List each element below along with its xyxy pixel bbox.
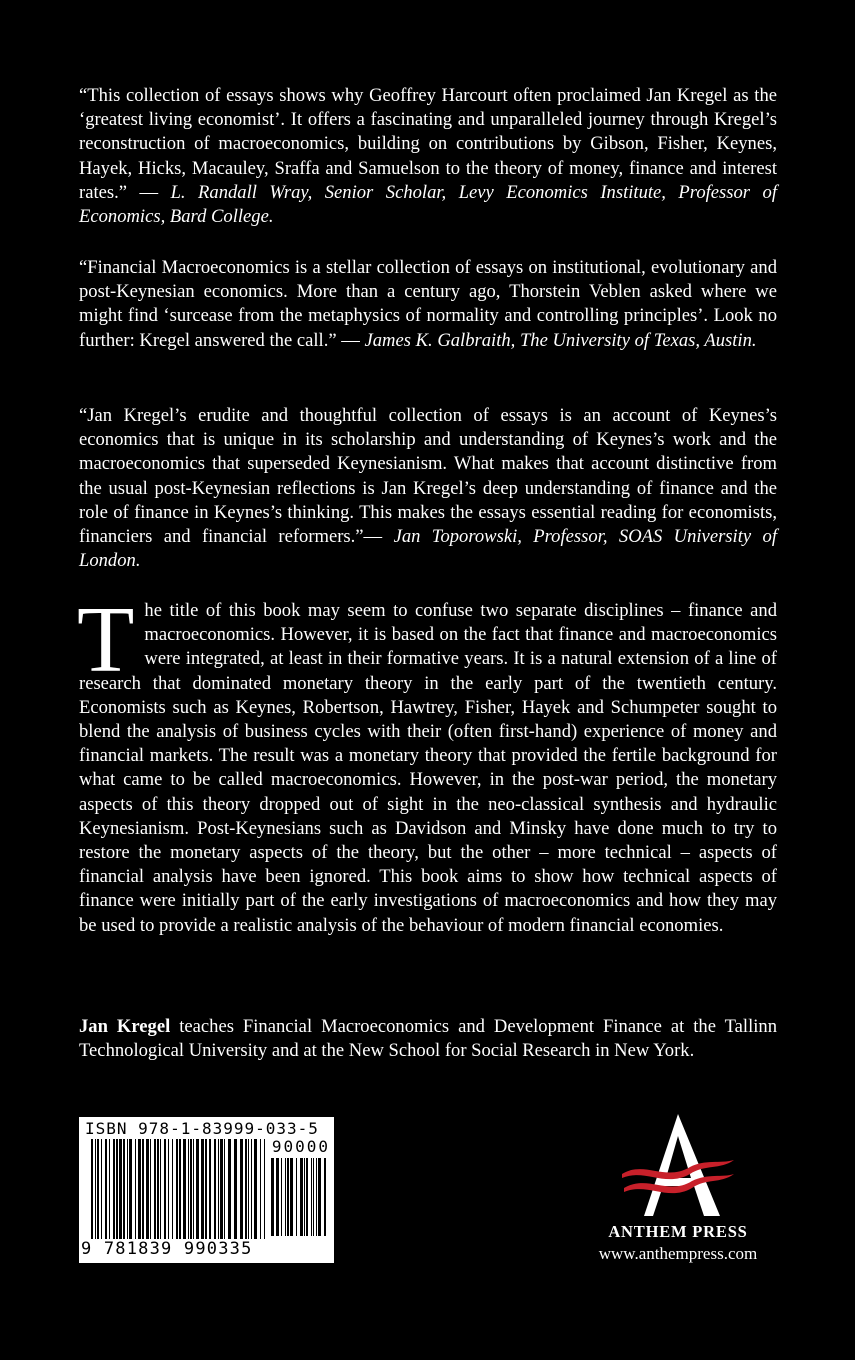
barcode-bar (296, 1158, 297, 1236)
quote-text: “Jan Kregel’s erudite and thoughtful collection of essays is an account of Keynes’s economics that is unique in its scholarship and understanding of Keynes’s work and the macroeconomics that superseded Keynesianism. What makes that account distinctive from the usual post-Keynesian reflections is Jan Kregel’s deep understanding of finance and the role of finance in Keynes’s thinking. This makes the essays essential reading for economists, financiers and financial reformers.”— (79, 405, 777, 548)
quote-attribution: L. Randall Wray, Senior Scholar, Levy Economics Institute, Professor of Economics, Bard College. (79, 181, 777, 228)
barcode-bar (224, 1139, 225, 1239)
barcode-bar (190, 1139, 192, 1239)
barcode-bar (113, 1139, 115, 1239)
barcode-bar (285, 1158, 286, 1236)
barcode-bar (146, 1139, 149, 1239)
quote-attribution: James K. Galbraith, The University of Texas, Austin. (364, 329, 757, 351)
barcode-bar (109, 1139, 110, 1239)
barcode-bar (193, 1139, 194, 1239)
barcode-bar (214, 1139, 216, 1239)
barcode-bar (129, 1139, 132, 1239)
barcode-bar (188, 1139, 189, 1239)
barcode-bar (300, 1158, 303, 1236)
barcode-bar (164, 1139, 166, 1239)
barcode-bar (264, 1139, 265, 1239)
anthem-a-logo-icon (620, 1112, 736, 1220)
barcode-bar (176, 1139, 178, 1239)
barcode-bar (260, 1139, 261, 1239)
barcode-bar (234, 1139, 237, 1239)
endorsement-quote-1 (79, 84, 777, 229)
addon-barcode-bars (271, 1158, 329, 1236)
drop-cap: T (77, 588, 135, 692)
book-description (77, 588, 777, 938)
quote-text: “This collection of essays shows why Geoffrey Harcourt often proclaimed Jan Kregel as the ‘greatest living economist’. It offers a fascinating and unparalleled journey through Kregel’s reconstruction of macroeconomics, building on contributions by Gibson, Fisher, Keynes, Hayek, Hicks, Macauley, Sraffa and Samuelson to the theory of money, finance and interest rates.” — (79, 85, 777, 203)
barcode-bar (318, 1158, 321, 1236)
price-code: 90000 (271, 1137, 330, 1156)
barcode-bar (196, 1139, 199, 1239)
barcode-bar (313, 1158, 314, 1236)
barcode-bar (220, 1139, 223, 1239)
barcode-bar (150, 1139, 151, 1239)
barcode-bar (240, 1139, 243, 1239)
barcode-bar (172, 1139, 173, 1239)
barcode-bar (101, 1139, 102, 1239)
isbn-barcode (79, 1117, 334, 1263)
publisher-name: ANTHEM PRESS (608, 1222, 748, 1241)
description-text: he title of this book may seem to confuse two separate disciplines – finance and macroeconomics. However, it is based on the fact that finance and macroeconomics were integrated, at least in their formative years. It is a natural extension of a line of research that dominated monetary theory in the early part of the twentieth century. Economists such as Keynes, Robertson, Hawtrey, Fisher, Hayek and Schumpeter sought to blend the analysis of business cycles with their (often first-hand) experience of money and financial markets. The result was a monetary theory that provided the fertile background for what came to be called macroeconomics. However, in the post-war period, the monetary aspects of this theory dropped out of sight in the neo-classical synthesis and hydraulic Keynesianism. Post-Keynesians such as Davidson and Minsky have done much to try to restore the monetary aspects of the theory, but the other – more technical – aspects of financial analysis have been ignored. This book aims to show how technical aspects of finance were initially part of the early investigations of macroeconomics and how they may be used to provide a realistic analysis of the behaviour of modern financial economies. (79, 600, 777, 936)
barcode-bar (119, 1139, 122, 1239)
barcode-bar (142, 1139, 144, 1239)
barcode-bar (276, 1158, 279, 1236)
barcode-bar (311, 1158, 312, 1236)
barcode-bar (306, 1158, 308, 1236)
bio-text: teaches Financial Macroeconomics and Development Finance at the Tallinn Technological University and at the New School for Social Research in New York. (79, 1016, 778, 1062)
barcode-bar (245, 1139, 247, 1239)
endorsement-quote-3 (79, 404, 777, 573)
barcode-bar (251, 1139, 252, 1239)
barcode-bar (138, 1139, 141, 1239)
barcode-bar (287, 1158, 289, 1236)
barcode-bar (135, 1139, 136, 1239)
barcode-bar (248, 1139, 249, 1239)
barcode-bar (324, 1158, 326, 1236)
isbn-label: ISBN 978-1-83999-033-5 (85, 1119, 319, 1138)
barcode-bar (154, 1139, 156, 1239)
barcode-bar (201, 1139, 204, 1239)
barcode-bar (281, 1158, 282, 1236)
author-bio (79, 1015, 777, 1063)
barcode-bar (205, 1139, 207, 1239)
barcode-bar (127, 1139, 128, 1239)
barcode-bar (304, 1158, 305, 1236)
barcode-bar (123, 1139, 125, 1239)
barcode-bar (116, 1139, 118, 1239)
barcode-bar (95, 1139, 96, 1239)
barcode-digits: 9 781839 990335 (81, 1239, 253, 1259)
barcode-bar (179, 1139, 181, 1239)
barcode-bar (97, 1139, 99, 1239)
barcode-bar (218, 1139, 219, 1239)
barcode-bar (168, 1139, 169, 1239)
barcode-bar (209, 1139, 211, 1239)
quote-text: “Financial Macroeconomics is a stellar collection of essays on institutional, evolutionary and post-Keynesian economics. More than a century ago, Thorstein Veblen asked where we might find ‘surcease from the metaphysics of normality and controlling principles’. Look no further: Kregel answered the call.” — (79, 257, 777, 351)
barcode-bar (157, 1139, 159, 1239)
barcode-bar (254, 1139, 257, 1239)
barcode-bar (105, 1139, 107, 1239)
author-name: Jan Kregel (79, 1016, 171, 1037)
quote-attribution: Jan Toporowski, Professor, SOAS University of London. (79, 526, 777, 572)
barcode-bars (91, 1139, 267, 1239)
publisher-url[interactable]: www.anthempress.com (598, 1244, 758, 1263)
barcode-bar (228, 1139, 231, 1239)
barcode-bar (160, 1139, 161, 1239)
barcode-bar (316, 1158, 317, 1236)
barcode-bar (290, 1158, 293, 1236)
barcode-bar (271, 1158, 274, 1236)
publisher-logo (578, 1112, 778, 1272)
barcode-bar (183, 1139, 186, 1239)
barcode-bar (91, 1139, 93, 1239)
endorsement-quote-2 (79, 256, 777, 353)
